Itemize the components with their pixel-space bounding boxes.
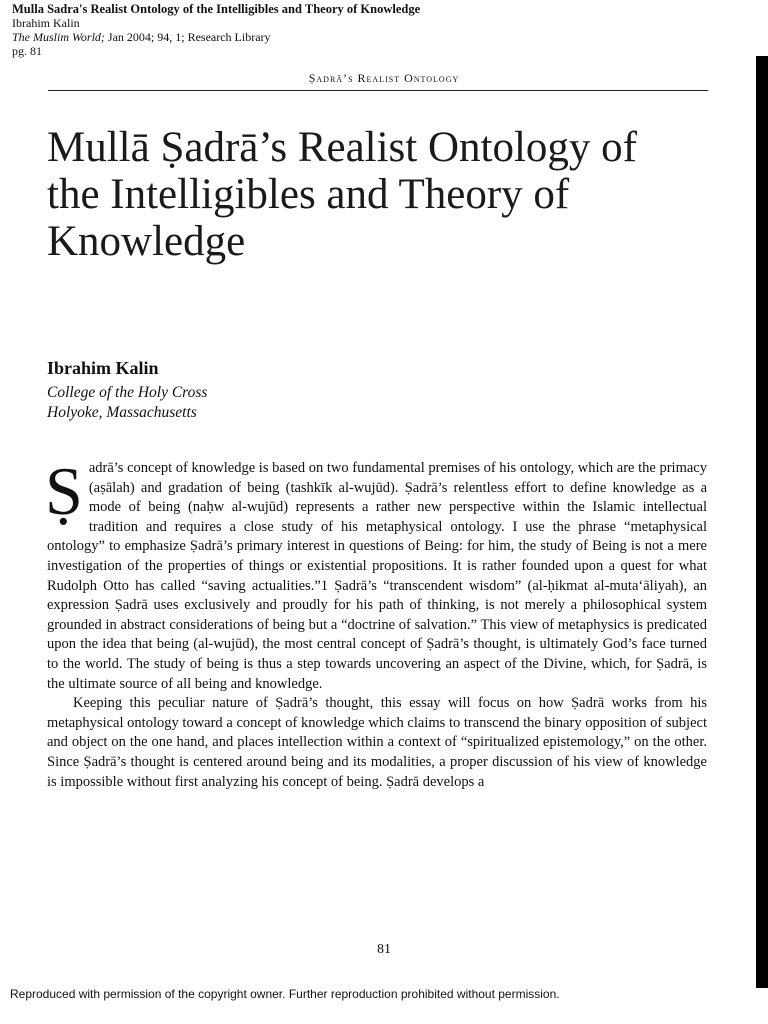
- citation-author: Ibrahim Kalin: [12, 16, 80, 30]
- author-affiliation: [47, 383, 207, 423]
- scan-edge-bar: [756, 56, 768, 988]
- citation-details: Jan 2004; 94, 1; Research Library: [107, 30, 271, 44]
- author-name: Ibrahim Kalin: [47, 358, 159, 378]
- article-body: [45, 453, 707, 792]
- citation-block: [12, 2, 420, 58]
- article-title: Mullā Ṣadrā’s Realist Ontology of the Intelligibles and Theory of Knowledge: [47, 124, 637, 265]
- citation-source: [12, 30, 420, 44]
- paragraph-1: [45, 453, 707, 694]
- drop-cap: Ṣ: [45, 453, 83, 529]
- affiliation-location: Holyoke, Massachusetts: [47, 404, 197, 421]
- citation-journal: The Muslim World;: [12, 30, 105, 44]
- paragraph-1-text: adrā’s concept of knowledge is based on two fundamental premises of his ontology, which are the primacy (aṣālah) and gradation of being (tashkīk al-wujūd). Ṣadrā’s relentless effort to define knowledge as a mode of being (naḥw al-wujūd) represents a rather new perspective within the Islamic intellectual tradition and requires a close study of his metaphysical ontology. I use the phrase “metaphysical ontology” to emphasize Ṣadrā’s primary interest in questions of Being: for him, the study of Being is not a mere investigation of the properties of things or existential propositions. It is rather founded upon a quest for what Rudolph Otto has called “saving actualities.”1 Ṣadrā’s “transcendent wisdom” (al-ḥikmat al-muta‘āliyah), an expression Ṣadrā uses exclusively and proudly for his path of thinking, is not merely a philosophical system grounded in abstract considerations of being but a “doctrine of salvation.” This view of metaphysics is predicated upon the idea that being (al-wujūd), the most central concept of Ṣadrā’s thought, is ultimately God’s face turned to the world. The study of being is thus a step towards uncovering an aspect of the Divine, which, for Ṣadrā, is the ultimate source of all being and knowledge.: [47, 460, 707, 692]
- citation-page: pg. 81: [12, 44, 42, 58]
- citation-title: Mulla Sadra's Realist Ontology of the Intelligibles and Theory of Knowledge: [12, 2, 421, 16]
- running-head: Ṣadrā’s Realist Ontology: [308, 71, 460, 85]
- paragraph-2: Keeping this peculiar nature of Ṣadrā’s thought, this essay will focus on how Ṣadrā works from his metaphysical ontology toward a concept of knowledge which claims to transcend the binary opposition of subject and object on the one hand, and places intellection within a context of “spiritualized epistemology,” on the other. Since Ṣadrā’s thought is centered around being and its modalities, a proper discussion of his view of knowledge is impossible without first analyzing his concept of being. Ṣadrā develops a: [47, 695, 707, 790]
- page-number: 81: [377, 942, 391, 957]
- affiliation-college: College of the Holy Cross: [47, 384, 208, 401]
- header-rule: [48, 90, 708, 91]
- copyright-notice: Reproduced with permission of the copyright owner. Further reproduction prohibited without permission.: [10, 987, 560, 1001]
